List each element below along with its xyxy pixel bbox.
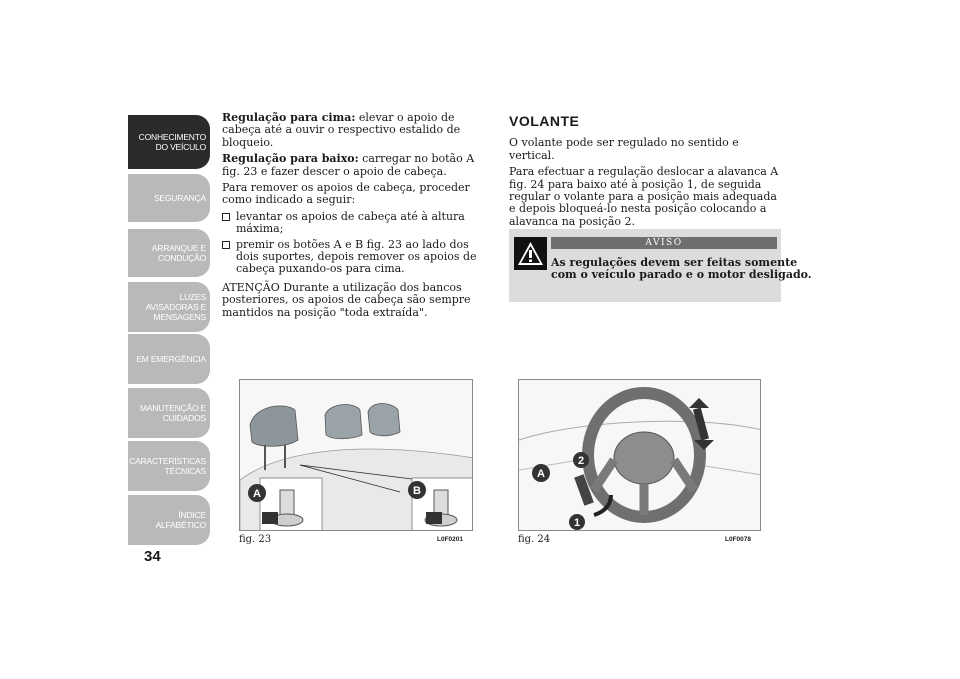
paragraph-remove: Para remover os apoios de cabeça, proceder como indicado a seguir:: [222, 181, 470, 207]
right-column-text: [509, 115, 781, 232]
checkbox-bullet-icon: [222, 241, 230, 249]
label-down: Regulação para baixo:: [222, 152, 359, 166]
text-down: carregar no botão A fig. 23 e fazer descer o apoio de cabeça.: [222, 152, 475, 178]
paragraph-attention: ATENÇÃO Durante a utilização dos bancos posteriores, os apoios de cabeça são sempre mantidos na posição "toda extraída".: [222, 280, 471, 319]
label-up: Regulação para cima:: [222, 111, 356, 124]
checkbox-bullet-icon: [222, 213, 230, 221]
tab-luzes-avisadoras[interactable]: LUZES AVISADORAS E MENSAGENS: [128, 282, 210, 332]
tab-caracteristicas-tecnicas[interactable]: CARACTERÍSTICAS TÉCNICAS: [128, 441, 210, 491]
tab-conhecimento-do-veiculo[interactable]: CONHECIMENTO DO VEÍCULO: [128, 115, 210, 169]
tab-em-emergencia[interactable]: EM EMERGÊNCIA: [128, 334, 210, 384]
section-heading: VOLANTE: [509, 113, 580, 129]
figure-label-a: A: [537, 468, 545, 480]
figure-label-1: 1: [573, 517, 581, 529]
warning-text: As regulações devem ser feitas somente com o veículo parado e o motor desligado.: [551, 256, 812, 282]
paragraph-up: [222, 112, 484, 149]
figure-24-code: L0F0078: [725, 536, 752, 543]
left-column-text: [222, 112, 484, 323]
paragraph-down: [222, 153, 484, 178]
figure-23-caption: fig. 23: [239, 534, 272, 545]
figure-24-caption: fig. 24: [518, 534, 551, 545]
paragraph-steering-2: Para efectuar a regulação deslocar a alavanca A fig. 24 para baixo até à posição 1, de seguida regular o volante para a posição mais adequada e depois bloqueá-lo nesta posição colocando a alavanca na posição 2.: [509, 165, 779, 228]
figure-label-a: A: [253, 488, 261, 500]
figure-headrest: [239, 379, 473, 531]
figure-23-code: L0F0201: [437, 536, 464, 543]
figure-steering-wheel: [518, 379, 761, 531]
page-number: 34: [144, 548, 161, 565]
tab-arranque-e-conducao[interactable]: ARRANQUE E CONDUÇÃO: [128, 229, 210, 277]
tab-indice-alfabetico[interactable]: ÍNDICE ALFABÉTICO: [128, 495, 210, 545]
paragraph-steering-1: O volante pode ser regulado no sentido e vertical.: [509, 136, 739, 162]
headrest-illustration: [240, 380, 473, 531]
figure-label-b: B: [413, 485, 421, 497]
list-item: levantar os apoios de cabeça até à altura máxima;: [222, 211, 484, 236]
text-up: elevar o apoio de cabeça até a ouvir o respectivo estalido de bloqueio.: [222, 111, 461, 149]
steering-wheel-illustration: [519, 380, 761, 531]
figure-label-2: 2: [577, 455, 585, 467]
tab-seguranca[interactable]: SEGURANÇA: [128, 174, 210, 222]
tab-manutencao-e-cuidados[interactable]: MANUTENÇÃO E CUIDADOS: [128, 388, 210, 438]
list-item: premir os botões A e B fig. 23 ao lado dos dois suportes, depois remover os apoios de cabeça puxando-os para cima.: [222, 239, 484, 276]
warning-box: [509, 229, 812, 302]
warning-title: AVISO: [551, 237, 777, 249]
